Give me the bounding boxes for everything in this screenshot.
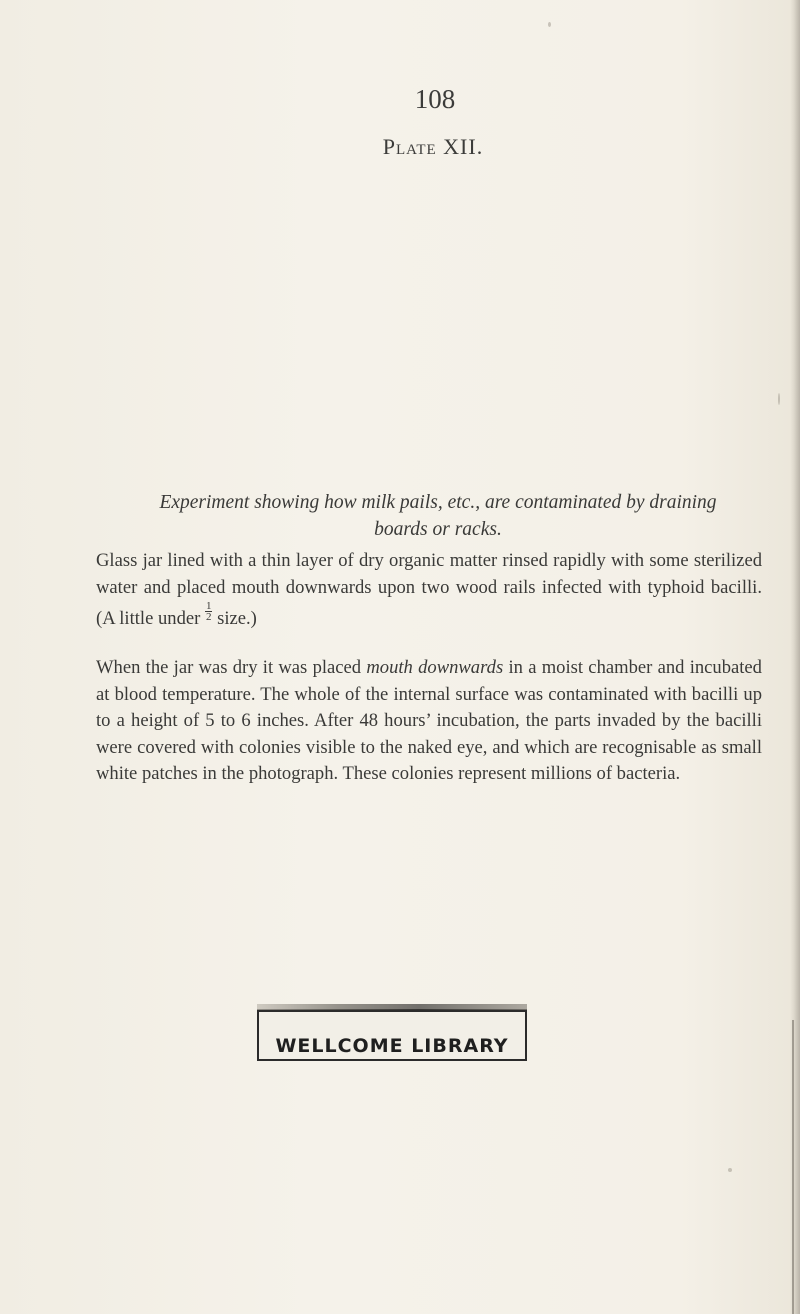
caption-line-1: Experiment showing how milk pails, etc., are contaminated by draining — [159, 492, 717, 513]
paragraph-2-text-b: in a moist chamber and incubated at blood temperature. The whole of the internal surface was contaminated with bacilli up to a height of 5 to 6 inches. After 48 hours’ incubation, the parts invaded by the bacilli were covered with colonies visible to the naked eye, and which are recognisable as small white patches in the photograph. These colonies represent millions of bacteria. — [96, 657, 762, 785]
library-stamp — [257, 1009, 527, 1061]
paragraph-2-italic: mouth downwards — [366, 657, 504, 678]
paper-speck — [778, 393, 780, 405]
plate-title — [0, 134, 800, 160]
library-stamp-text: WELLCOME LIBRARY — [275, 1035, 509, 1057]
page-edge-line — [792, 1020, 794, 1314]
paper-speck — [728, 1168, 732, 1172]
paragraph-2-text-a: When the jar was dry it was placed — [96, 657, 367, 678]
caption-line-2: boards or racks. — [374, 519, 502, 540]
plate-title-text: Plate XII. — [382, 134, 484, 159]
paragraph-description — [96, 548, 762, 633]
page-number: 108 — [414, 84, 456, 114]
fraction-denominator: 2 — [205, 611, 212, 624]
fraction-numerator: 1 — [205, 600, 212, 613]
paragraph-1-text-b: size.) — [212, 608, 257, 630]
paragraph-procedure — [96, 655, 762, 788]
paragraph-1-text-a: Glass jar lined with a thin layer of dry organic matter rinsed rapidly with some sterilized water and placed mouth downwards upon two wood rails infected with typhoid bacilli. (A little under — [96, 550, 762, 630]
figure-caption — [118, 489, 758, 543]
paper-speck — [548, 22, 551, 27]
